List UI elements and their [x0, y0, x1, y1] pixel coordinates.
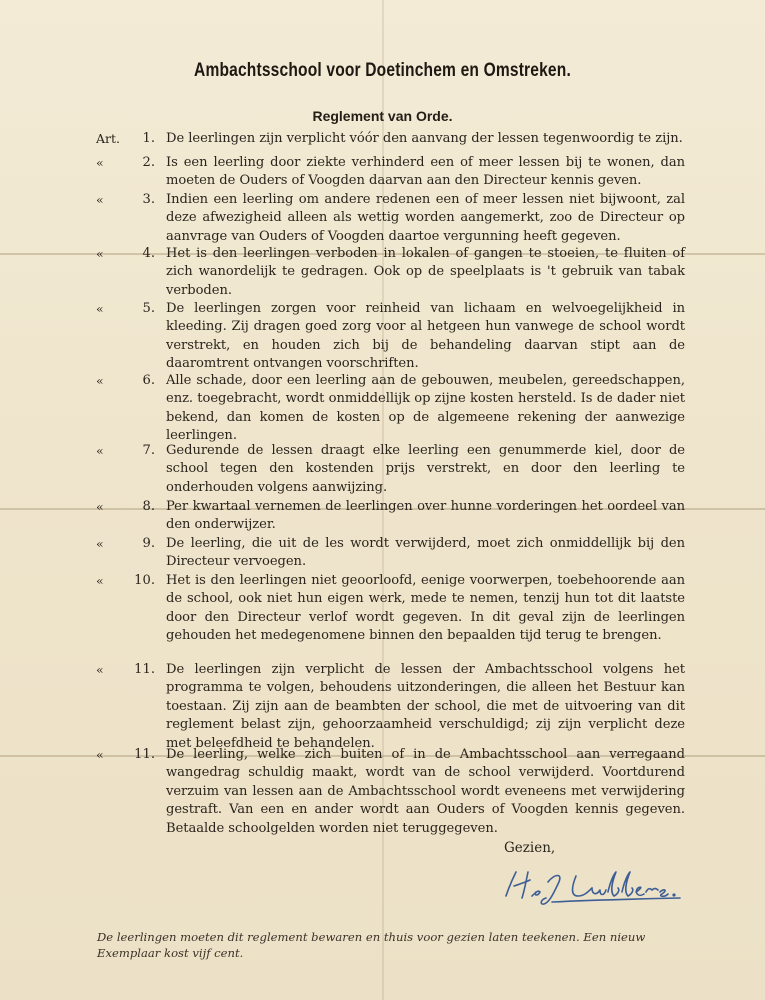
article-text: Indien een leerling om andere redenen een of meer lessen niet bijwoont, zal deze afwezigheid alleen als wettig worden aangemerkt, zoo de Directeur op aanvrage van Ouders of Voogden daartoe vergunning heeft gegeven.: [166, 192, 685, 244]
article-number: 11.: [134, 747, 155, 762]
document-subtitle: Reglement van Orde.: [312, 108, 453, 124]
article-text: Per kwartaal vernemen de leerlingen over hunne vorderingen het oordeel van den onderwijzer.: [166, 499, 685, 533]
signature: [492, 862, 692, 910]
article-prefix: «: [96, 499, 104, 514]
article-prefix: «: [96, 246, 104, 261]
article-number: 1.: [142, 131, 155, 146]
article-prefix: «: [96, 373, 104, 388]
article-prefix: «: [96, 155, 104, 170]
article-text: De leerlingen zijn verplicht vóór den aanvang der lessen tegenwoordig te zijn.: [166, 131, 683, 146]
article-text: Gedurende de lessen draagt elke leerling een genummerde kiel, door de school tegen den kostenden prijs verstrekt, en door den leerling te onderhouden volgens aanwijzing.: [166, 443, 685, 495]
article-number: 4.: [142, 246, 155, 261]
article-prefix: «: [96, 192, 104, 207]
article-text: De leerling, welke zich buiten of in de Ambachtsschool aan verregaand wangedrag schuldig maakt, wordt van de school verwijderd. Voortdurend verzuim van lessen aan de Ambachtsschool wordt eveneens met verwijdering gestraft. Van een en ander wordt aan Ouders of Voogden kennis gegeven. Betaalde schoolgelden worden niet teruggegeven.: [166, 747, 685, 836]
document-title: Ambachtsschool voor Doetinchem en Omstreken.: [194, 60, 571, 81]
article-prefix: «: [96, 301, 104, 316]
article-text: De leerlingen zijn verplicht de lessen der Ambachtsschool volgens het programma te volgen, behoudens uitzonderingen, die alleen het Bestuur kan toestaan. Zij zijn aan de beambten der school, die met de uitvoering van dit reglement belast zijn, gehoorzaamheid verschuldigd; zij zijn verplicht deze met beleefdheid te behandelen.: [166, 662, 685, 751]
article-prefix: «: [96, 573, 104, 588]
signature-text: H. J. Lubbers.: [492, 862, 499, 863]
article-number: 9.: [142, 536, 155, 551]
article-prefix: «: [96, 536, 104, 551]
article-text: Alle schade, door een leerling aan de gebouwen, meubelen, gereedschappen, enz. toegebracht, wordt onmiddellijk op zijne kosten hersteld. Is de dader niet bekend, dan komen de kosten op de algemeene rekening der aanwezige leerlingen.: [166, 373, 685, 444]
article-prefix: Art.: [96, 131, 120, 146]
article-number: 2.: [142, 155, 155, 170]
footer-note: De leerlingen moeten dit reglement bewaren en thuis voor gezien laten teekenen. Een nieuw Exemplaar kost vijf cent.: [97, 930, 646, 960]
article-text: De leerling, die uit de les wordt verwijderd, moet zich onmiddellijk bij den Directeur vervoegen.: [166, 536, 685, 570]
article-number: 3.: [142, 192, 155, 207]
article-number: 8.: [142, 499, 155, 514]
article-text: De leerlingen zorgen voor reinheid van lichaam en welvoegelijkheid in kleeding. Zij dragen goed zorg voor al hetgeen hun vanwege de school wordt verstrekt, en houden zich bij de behandeling daarvan stipt aan de daaromtrent ontvangen voorschriften.: [166, 301, 685, 372]
article-text: Het is den leerlingen niet geoorloofd, eenige voorwerpen, toebehoorende aan de school, ook niet hun eigen werk, mede te nemen, tenzij hun tot dit laatste door den Directeur verlof wordt gegeven. In dit geval zijn de leerlingen gehouden het medegenomene binnen den bepaalden tijd terug te brengen.: [166, 573, 685, 644]
article-number: 6.: [142, 373, 155, 388]
article-number: 5.: [142, 301, 155, 316]
article-prefix: «: [96, 747, 104, 762]
article-number: 7.: [142, 443, 155, 458]
article-number: 10.: [134, 573, 155, 588]
article-prefix: «: [96, 443, 104, 458]
article-number: 11.: [134, 662, 155, 677]
closing-text: Gezien,: [504, 840, 556, 856]
article-prefix: «: [96, 662, 104, 677]
article-text: Is een leerling door ziekte verhinderd een of meer lessen bij te wonen, dan moeten de Ouders of Voogden daarvan aan den Directeur kennis geven.: [166, 155, 685, 189]
article-text: Het is den leerlingen verboden in lokalen of gangen te stoeien, te fluiten of zich wanordelijk te gedragen. Ook op de speelplaats is 't gebruik van tabak verboden.: [166, 246, 685, 298]
